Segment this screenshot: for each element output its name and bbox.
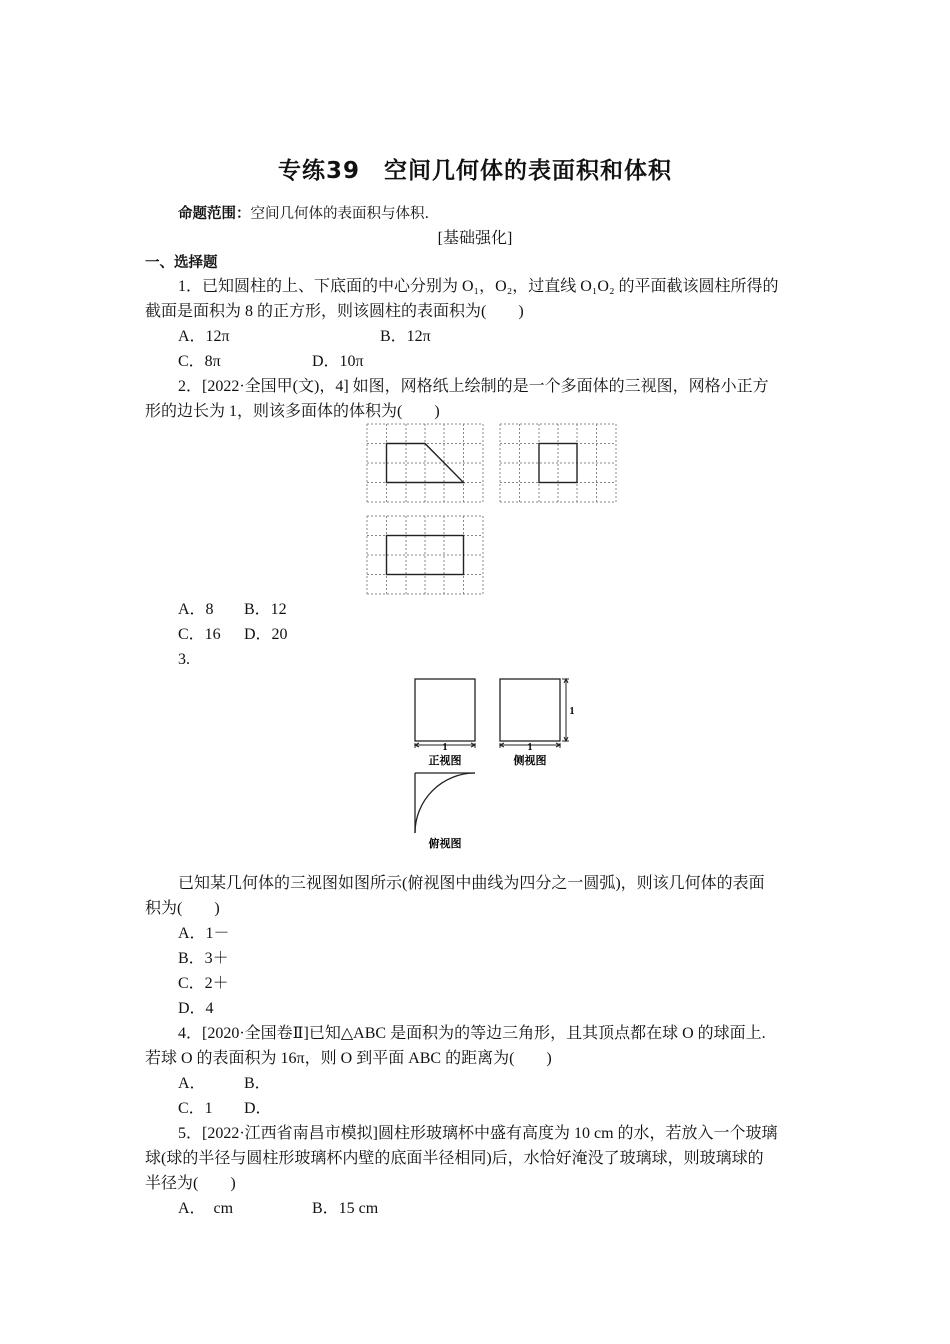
scope-label: 命题范围：	[178, 206, 251, 222]
q1-line1: 1．已知圆柱的上、下底面的中心分别为 O₁，O₂，过直线 O₁O₂ 的平面截该圆柱所得的	[178, 278, 779, 295]
q3-line2: 积为( )	[145, 900, 220, 917]
q1-option-a: A．12π	[178, 328, 230, 345]
q3-side-dim-width: 1	[527, 742, 533, 753]
page-title: 专练39 空间几何体的表面积和体积	[277, 158, 672, 184]
q2-side-view-grid	[499, 423, 617, 503]
q2-top-view-grid	[366, 515, 484, 595]
q3-number: 3.	[178, 651, 190, 668]
q3-front-dim: 1	[442, 742, 448, 753]
q5-line2: 球(球的半径与圆柱形玻璃杯内壁的底面半径相同)后，水恰好淹没了玻璃球，则玻璃球的	[145, 1150, 764, 1167]
q4-option-a: A．	[178, 1075, 206, 1092]
scope-line	[178, 204, 429, 224]
q3-top-label: 俯视图	[428, 837, 462, 850]
q5-line3: 半径为( )	[145, 1175, 236, 1192]
q2-front-view-grid	[366, 423, 484, 503]
section-title: 一、选择题	[145, 255, 218, 271]
q2-line2: 形的边长为 1，则该多面体的体积为( )	[145, 403, 440, 420]
q2-option-b: B．12	[244, 601, 287, 618]
q1-option-b: B．12π	[380, 328, 431, 345]
q5-option-b: B．15 cm	[312, 1200, 379, 1217]
q3-side-dim-height: 1	[569, 706, 575, 717]
q2-option-c: C．16	[178, 626, 221, 643]
q3-option-a: A．1－	[178, 925, 230, 942]
q3-option-d: D．4	[178, 1000, 214, 1017]
q5-option-a: A． cm	[178, 1200, 234, 1217]
q3-front-label: 正视图	[428, 754, 462, 767]
subheading: [基础强化]	[437, 230, 513, 247]
q4-option-c: C．1	[178, 1100, 213, 1117]
scope-text: 空间几何体的表面积与体积.	[250, 206, 430, 222]
q4-line1: 4．[2020·全国卷Ⅱ]已知△ABC 是面积为的等边三角形，且其顶点都在球 O 的球面上.	[178, 1025, 766, 1042]
q3-three-view-figure	[405, 675, 585, 855]
q1-option-c: C．8π	[178, 353, 221, 370]
q2-line1: 2．[2022·全国甲(文)，4] 如图，网格纸上绘制的是一个多面体的三视图，网格小正方	[178, 378, 769, 395]
q4-option-b: B．	[244, 1075, 271, 1092]
q2-option-d: D．20	[244, 626, 288, 643]
q3-side-label: 侧视图	[513, 754, 547, 767]
q3-line1: 已知某几何体的三视图如图所示(俯视图中曲线为四分之一圆弧)，则该几何体的表面	[178, 875, 765, 892]
q1-line2: 截面是面积为 8 的正方形，则该圆柱的表面积为( )	[145, 303, 524, 320]
q3-option-b: B．3＋	[178, 950, 229, 967]
q4-option-d: D．	[244, 1100, 272, 1117]
q3-option-c: C．2＋	[178, 975, 229, 992]
q1-option-d: D．10π	[312, 353, 364, 370]
q2-option-a: A．8	[178, 601, 214, 618]
q5-line1: 5．[2022·江西省南昌市模拟]圆柱形玻璃杯中盛有高度为 10 cm 的水，若放入一个玻璃	[178, 1125, 778, 1142]
q4-line2: 若球 O 的表面积为 16π，则 O 到平面 ABC 的距离为( )	[145, 1050, 552, 1067]
